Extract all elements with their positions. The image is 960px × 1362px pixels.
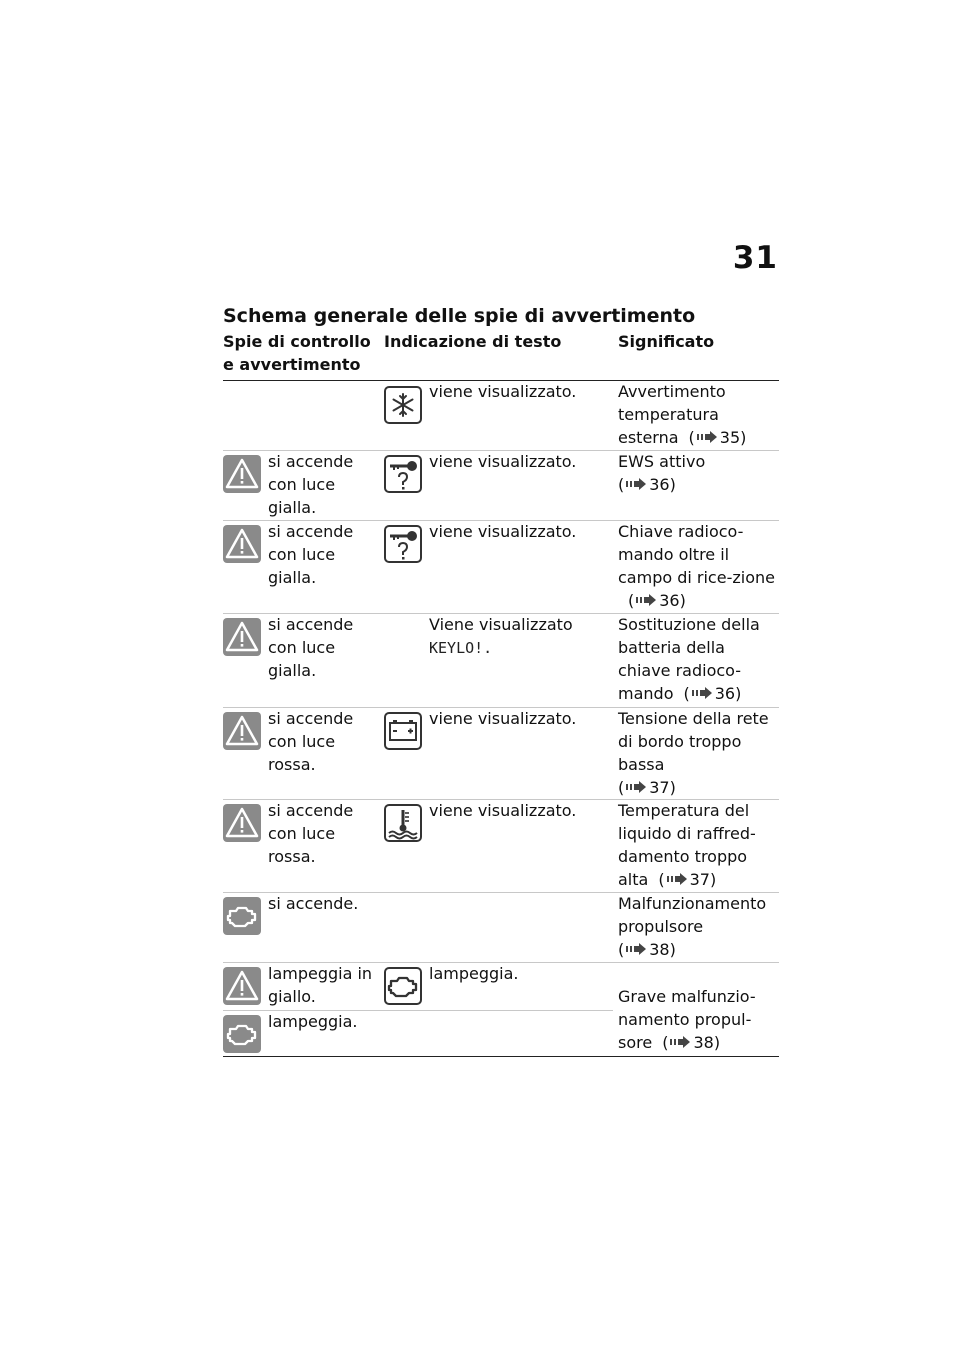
page-reference[interactable]: 38) <box>693 1033 721 1052</box>
page-reference-arrow-icon <box>625 478 647 490</box>
coolant-temperature-icon <box>384 804 422 842</box>
warning-description: si accende con luce rossa. <box>268 709 354 774</box>
engine-icon <box>223 1015 261 1053</box>
page-reference-arrow-icon <box>666 873 688 885</box>
warning-triangle-icon <box>223 967 261 1005</box>
text-indication: viene visualizzato. <box>429 452 577 471</box>
warning-description: lampeggia in giallo. <box>268 964 373 1006</box>
warning-triangle-icon <box>223 525 261 563</box>
header-warning-lights: Spie di controllo e avvertimento <box>223 332 371 374</box>
warning-description: lampeggia. <box>268 1012 358 1031</box>
text-indication: viene visualizzato. <box>429 801 577 820</box>
warning-triangle-icon <box>223 712 261 750</box>
page-reference[interactable]: 36) <box>659 591 686 610</box>
warning-description: si accende con luce gialla. <box>268 522 354 587</box>
page-reference-arrow-icon <box>625 781 647 793</box>
key-question-icon <box>384 525 422 563</box>
snowflake-icon <box>384 386 422 424</box>
header-text-indication: Indicazione di testo <box>384 332 562 351</box>
warning-triangle-icon <box>223 618 261 656</box>
key-question-icon <box>384 455 422 493</box>
page-reference[interactable]: 37) <box>649 778 676 797</box>
meaning: EWS attivo ( 36) <box>618 452 706 494</box>
warning-triangle-icon <box>223 455 261 493</box>
text-indication: lampeggia. <box>429 964 519 983</box>
page-reference[interactable]: 36) <box>649 475 676 494</box>
warning-description: si accende con luce gialla. <box>268 452 354 517</box>
section-title: Schema generale delle spie di avvertimento <box>223 305 696 327</box>
page-reference[interactable]: 36) <box>714 684 742 703</box>
page-reference[interactable]: 35) <box>719 428 747 447</box>
warning-description: si accende con luce gialla. <box>268 615 354 680</box>
header-meaning: Significato <box>618 332 715 351</box>
battery-icon <box>384 712 422 750</box>
meaning: Grave malfunzio-namento propul-sore ( 38) <box>618 987 756 1052</box>
meaning: Sostituzione della batteria della chiave radioco-mando ( 36) <box>618 615 760 703</box>
warning-triangle-icon <box>223 804 261 842</box>
meaning: Malfunzionamento propulsore ( 38) <box>618 894 767 959</box>
text-indication: Viene visualizzato KEYLO!. <box>429 615 573 657</box>
warning-description: si accende con luce rossa. <box>268 801 354 866</box>
page-reference[interactable]: 38) <box>649 940 676 959</box>
page-reference-arrow-icon <box>635 594 657 606</box>
meaning: Chiave radioco-mando oltre il campo di rice-zione( 36) <box>618 522 775 610</box>
text-indication: viene visualizzato. <box>429 709 577 728</box>
meaning: Temperatura del liquido di raffred-damento troppo alta ( 37) <box>618 801 756 889</box>
page-reference[interactable]: 37) <box>689 870 717 889</box>
text-indication: viene visualizzato. <box>429 382 577 401</box>
text-indication: viene visualizzato. <box>429 522 577 541</box>
meaning: Avvertimento temperatura esterna ( 35) <box>618 382 747 447</box>
engine-icon <box>223 897 261 935</box>
engine-icon <box>384 967 422 1005</box>
page-reference-arrow-icon <box>696 431 718 443</box>
page-reference-arrow-icon <box>691 687 713 699</box>
display-code: KEYLO!. <box>429 639 493 657</box>
page-number: 31 <box>732 240 778 276</box>
page-reference-arrow-icon <box>669 1036 691 1048</box>
table-bottom-rule <box>223 1056 779 1057</box>
page-reference-arrow-icon <box>625 943 647 955</box>
meaning: Tensione della rete di bordo troppo bassa ( 37) <box>618 709 769 797</box>
warning-description: si accende. <box>268 894 359 913</box>
